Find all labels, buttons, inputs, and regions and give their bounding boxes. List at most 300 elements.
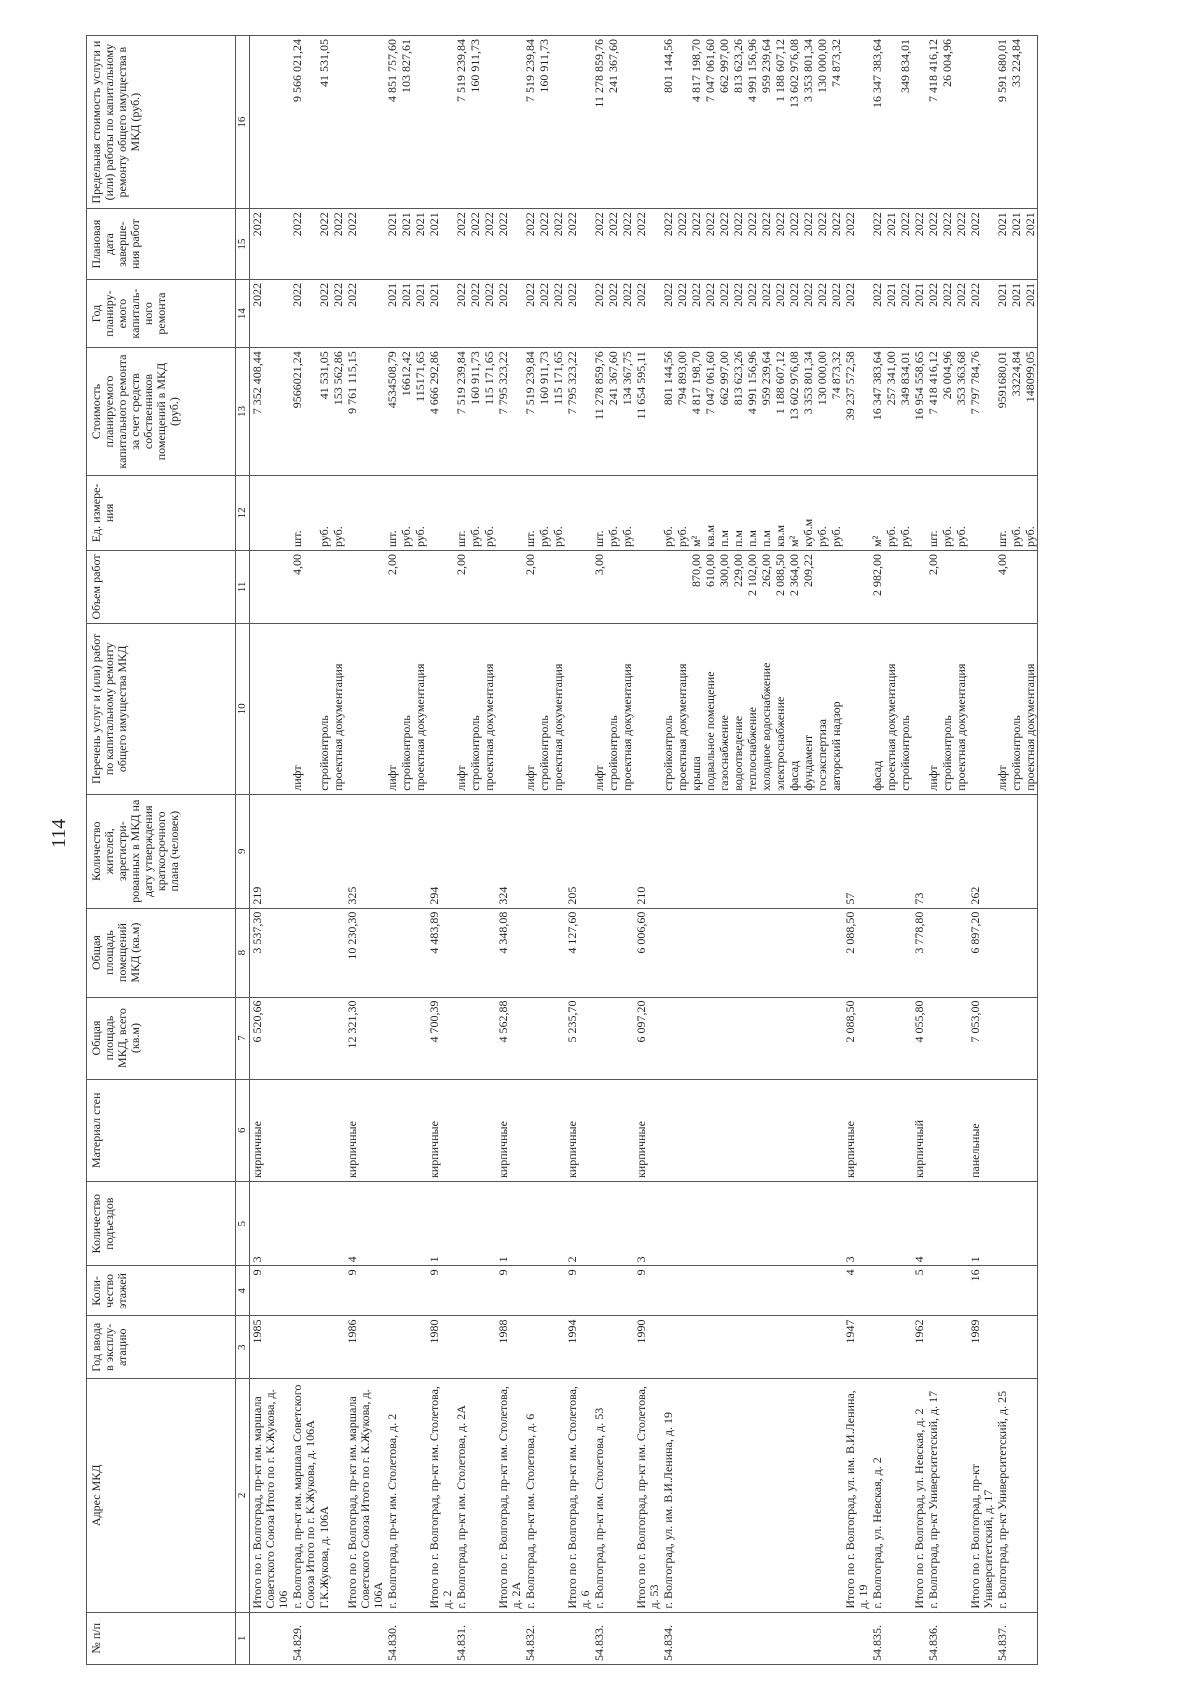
entrances-cell xyxy=(592,1182,606,1266)
address-cell xyxy=(787,1379,801,1613)
total-area-cell xyxy=(606,997,620,1079)
address-cell: Итого по г. Волгоград, ул. Невская, д. 2 xyxy=(912,1379,926,1613)
cost-cell: 7 519 239,84 xyxy=(523,348,537,476)
entrances-cell xyxy=(1009,1182,1023,1266)
work-volume-cell: 3,00 xyxy=(592,551,606,624)
completion-year-cell: 2022 xyxy=(898,209,912,280)
work-type-cell: фасад xyxy=(787,623,801,794)
work-type-cell: крыша xyxy=(689,623,703,794)
wall-material-cell xyxy=(689,1079,703,1182)
completion-year-cell: 2021 xyxy=(1009,209,1023,280)
row-index-cell xyxy=(968,1612,995,1664)
table-row xyxy=(634,36,661,1665)
max-cost-cell: 9 566 021,24 xyxy=(290,36,317,209)
table-row xyxy=(954,36,968,1665)
cost-cell: 801 144,56 xyxy=(661,348,675,476)
unit-cell: п.м xyxy=(745,475,759,550)
header-cell: Предельная стоимость услуги и (или) работы по капитальному ремонту общего имущества в МКД (руб.) xyxy=(87,36,236,209)
residents-cell xyxy=(773,794,787,908)
unit-cell: шт. xyxy=(290,475,317,550)
residents-cell xyxy=(331,794,345,908)
address-cell: Итого по г. Волгоград, пр-кт им. маршала Советского Союза Итого по г. К.Жукова, д. 106 xyxy=(250,1379,291,1613)
row-index-cell xyxy=(815,1612,829,1664)
premises-area-cell xyxy=(815,908,829,997)
column-number: 4 xyxy=(236,1266,250,1316)
header-cell: Плановая дата заверше-ния работ xyxy=(87,209,236,280)
repair-year-cell: 2022 xyxy=(843,279,870,347)
address-cell: Итого по г. Волгоград, пр-кт им. Столетова, д. 2 xyxy=(427,1379,454,1613)
unit-cell: руб. xyxy=(317,475,331,550)
completion-year-cell: 2021 xyxy=(413,209,427,280)
table-row xyxy=(551,36,565,1665)
unit-cell: куб.м xyxy=(801,475,815,550)
cost-cell: 39 237 572,58 xyxy=(843,348,870,476)
completion-year-cell: 2021 xyxy=(884,209,898,280)
wall-material-cell: кирпичные xyxy=(345,1079,385,1182)
cost-cell: 33224,84 xyxy=(1009,348,1023,476)
address-cell xyxy=(537,1379,551,1613)
work-type-cell: авторский надзор xyxy=(829,623,843,794)
address-cell xyxy=(815,1379,829,1613)
work-volume-cell xyxy=(317,551,331,624)
row-index-cell xyxy=(717,1612,731,1664)
max-cost-cell: 4 991 156,96 xyxy=(745,36,759,209)
completion-year-cell: 2022 xyxy=(745,209,759,280)
work-type-cell: проектная документация xyxy=(954,623,968,794)
row-index-cell xyxy=(912,1612,926,1664)
entrances-cell xyxy=(898,1182,912,1266)
max-cost-cell: 74 873,32 xyxy=(829,36,843,209)
table-row xyxy=(675,36,689,1665)
cost-cell: 7 795 323,22 xyxy=(496,348,523,476)
year-built-cell: 1994 xyxy=(565,1316,592,1379)
table-row xyxy=(468,36,482,1665)
year-built-cell: 1985 xyxy=(250,1316,291,1379)
repair-year-cell: 2022 xyxy=(454,279,468,347)
max-cost-cell: 130 000,00 xyxy=(815,36,829,209)
row-index-cell xyxy=(731,1612,745,1664)
year-built-cell xyxy=(787,1316,801,1379)
max-cost-cell xyxy=(565,36,592,209)
entrances-cell: 1 xyxy=(496,1182,523,1266)
year-built-cell xyxy=(815,1316,829,1379)
address-cell: Итого по г. Волгоград, пр-кт им. Столетова, д. 53 xyxy=(634,1379,661,1613)
work-volume-cell: 262,00 xyxy=(759,551,773,624)
work-volume-cell xyxy=(482,551,496,624)
row-index-cell xyxy=(468,1612,482,1664)
completion-year-cell: 2022 xyxy=(523,209,537,280)
total-area-cell xyxy=(940,997,954,1079)
wall-material-cell xyxy=(551,1079,565,1182)
floors-cell xyxy=(675,1266,689,1316)
work-type-cell: проектная документация xyxy=(675,623,689,794)
repair-year-cell: 2022 xyxy=(634,279,661,347)
max-cost-cell xyxy=(634,36,661,209)
max-cost-cell: 7 418 416,12 xyxy=(926,36,940,209)
premises-area-cell xyxy=(703,908,717,997)
entrances-cell xyxy=(290,1182,317,1266)
residents-cell: 262 xyxy=(968,794,995,908)
premises-area-cell: 6 897,20 xyxy=(968,908,995,997)
residents-cell xyxy=(482,794,496,908)
completion-year-cell: 2021 xyxy=(427,209,454,280)
premises-area-cell xyxy=(675,908,689,997)
work-type-cell xyxy=(968,623,995,794)
unit-cell xyxy=(843,475,870,550)
wall-material-cell xyxy=(954,1079,968,1182)
wall-material-cell xyxy=(870,1079,884,1182)
entrances-cell xyxy=(773,1182,787,1266)
work-volume-cell: 4,00 xyxy=(995,551,1009,624)
repair-year-cell: 2022 xyxy=(537,279,551,347)
floors-cell xyxy=(523,1266,537,1316)
year-built-cell xyxy=(331,1316,345,1379)
column-number: 7 xyxy=(236,997,250,1079)
completion-year-cell: 2022 xyxy=(703,209,717,280)
unit-cell xyxy=(496,475,523,550)
max-cost-cell: 7 519 239,84 xyxy=(454,36,468,209)
wall-material-cell: кирпичные xyxy=(496,1079,523,1182)
total-area-cell xyxy=(689,997,703,1079)
repair-year-cell: 2022 xyxy=(787,279,801,347)
residents-cell: 219 xyxy=(250,794,291,908)
unit-cell: руб. xyxy=(399,475,413,550)
wall-material-cell xyxy=(454,1079,468,1182)
year-built-cell xyxy=(898,1316,912,1379)
header-cell: Общая площадь МКД, всего (кв.м) xyxy=(87,997,236,1079)
row-index-cell xyxy=(801,1612,815,1664)
total-area-cell xyxy=(1023,997,1038,1079)
row-index-cell xyxy=(551,1612,565,1664)
cost-cell: 160 911,73 xyxy=(537,348,551,476)
table-row xyxy=(606,36,620,1665)
unit-cell: м² xyxy=(787,475,801,550)
unit-cell xyxy=(968,475,995,550)
residents-cell xyxy=(468,794,482,908)
work-type-cell: стройконтроль xyxy=(317,623,331,794)
total-area-cell xyxy=(898,997,912,1079)
completion-year-cell: 2022 xyxy=(661,209,675,280)
residents-cell xyxy=(689,794,703,908)
header-cell: № п/п xyxy=(87,1612,236,1664)
row-index-cell: 54.832. xyxy=(523,1612,537,1664)
header-cell: Общая площадь помещений МКД (кв.м) xyxy=(87,908,236,997)
work-volume-cell: 300,00 xyxy=(717,551,731,624)
unit-cell: руб. xyxy=(482,475,496,550)
floors-cell xyxy=(773,1266,787,1316)
floors-cell xyxy=(731,1266,745,1316)
repair-year-cell: 2022 xyxy=(829,279,843,347)
table-row xyxy=(829,36,843,1665)
address-cell xyxy=(898,1379,912,1613)
table-row xyxy=(843,36,870,1665)
unit-cell: кв.м xyxy=(773,475,787,550)
premises-area-cell: 3 537,30 xyxy=(250,908,291,997)
premises-area-cell: 2 088,50 xyxy=(843,908,870,997)
cost-cell: 7 352 408,44 xyxy=(250,348,291,476)
total-area-cell xyxy=(620,997,634,1079)
total-area-cell xyxy=(759,997,773,1079)
row-index-cell: 54.834. xyxy=(661,1612,675,1664)
completion-year-cell: 2022 xyxy=(620,209,634,280)
column-number: 9 xyxy=(236,794,250,908)
row-index-cell xyxy=(787,1612,801,1664)
unit-cell xyxy=(345,475,385,550)
work-type-cell xyxy=(427,623,454,794)
year-built-cell xyxy=(399,1316,413,1379)
completion-year-cell: 2022 xyxy=(731,209,745,280)
cost-cell: 257 341,00 xyxy=(884,348,898,476)
wall-material-cell xyxy=(801,1079,815,1182)
repair-year-cell: 2022 xyxy=(759,279,773,347)
row-index-cell xyxy=(884,1612,898,1664)
max-cost-cell xyxy=(1023,36,1038,209)
column-number: 15 xyxy=(236,209,250,280)
work-volume-cell: 870,00 xyxy=(689,551,703,624)
year-built-cell xyxy=(884,1316,898,1379)
row-index-cell xyxy=(898,1612,912,1664)
work-type-cell xyxy=(634,623,661,794)
work-type-cell: фасад xyxy=(870,623,884,794)
premises-area-cell xyxy=(829,908,843,997)
max-cost-cell xyxy=(250,36,291,209)
table-row xyxy=(801,36,815,1665)
table-row xyxy=(413,36,427,1665)
table-row xyxy=(523,36,537,1665)
floors-cell xyxy=(870,1266,884,1316)
max-cost-cell xyxy=(345,36,385,209)
floors-cell xyxy=(759,1266,773,1316)
work-volume-cell xyxy=(427,551,454,624)
max-cost-cell xyxy=(912,36,926,209)
work-volume-cell xyxy=(345,551,385,624)
unit-cell: руб. xyxy=(537,475,551,550)
address-cell: Итого по г. Волгоград, ул. им. В.И.Ленина, д. 19 xyxy=(843,1379,870,1613)
header-cell: Год ввода в эксплу-атацию xyxy=(87,1316,236,1379)
total-area-cell xyxy=(675,997,689,1079)
unit-cell: п.м xyxy=(717,475,731,550)
floors-cell xyxy=(1023,1266,1038,1316)
max-cost-cell xyxy=(331,36,345,209)
max-cost-cell xyxy=(884,36,898,209)
residents-cell xyxy=(413,794,427,908)
table-row xyxy=(661,36,675,1665)
max-cost-cell: 160 911,73 xyxy=(468,36,482,209)
repair-year-cell: 2022 xyxy=(317,279,331,347)
year-built-cell xyxy=(620,1316,634,1379)
row-index-cell xyxy=(1009,1612,1023,1664)
completion-year-cell: 2022 xyxy=(454,209,468,280)
floors-cell: 9 xyxy=(496,1266,523,1316)
repair-year-cell: 2022 xyxy=(773,279,787,347)
table-row xyxy=(940,36,954,1665)
repair-year-cell: 2022 xyxy=(703,279,717,347)
table-row xyxy=(385,36,399,1665)
repair-year-cell: 2022 xyxy=(731,279,745,347)
completion-year-cell: 2022 xyxy=(675,209,689,280)
unit-cell: руб. xyxy=(551,475,565,550)
unit-cell: руб. xyxy=(675,475,689,550)
residents-cell xyxy=(954,794,968,908)
address-cell xyxy=(620,1379,634,1613)
entrances-cell xyxy=(829,1182,843,1266)
entrances-cell xyxy=(523,1182,537,1266)
work-type-cell: теплоснабжение xyxy=(745,623,759,794)
year-built-cell: 1962 xyxy=(912,1316,926,1379)
premises-area-cell: 4 483,89 xyxy=(427,908,454,997)
work-type-cell: лифт xyxy=(454,623,468,794)
year-built-cell xyxy=(468,1316,482,1379)
column-number: 13 xyxy=(236,348,250,476)
residents-cell xyxy=(661,794,675,908)
total-area-cell: 6 520,66 xyxy=(250,997,291,1079)
work-volume-cell xyxy=(898,551,912,624)
max-cost-cell: 4 851 757,60 xyxy=(385,36,399,209)
total-area-cell: 6 097,20 xyxy=(634,997,661,1079)
total-area-cell xyxy=(815,997,829,1079)
address-cell xyxy=(703,1379,717,1613)
year-built-cell xyxy=(523,1316,537,1379)
premises-area-cell: 4 348,08 xyxy=(496,908,523,997)
unit-cell: руб. xyxy=(468,475,482,550)
floors-cell xyxy=(940,1266,954,1316)
entrances-cell xyxy=(468,1182,482,1266)
entrances-cell xyxy=(759,1182,773,1266)
completion-year-cell: 2022 xyxy=(551,209,565,280)
premises-area-cell xyxy=(606,908,620,997)
max-cost-cell: 160 911,73 xyxy=(537,36,551,209)
residents-cell xyxy=(898,794,912,908)
floors-cell xyxy=(606,1266,620,1316)
table-row xyxy=(496,36,523,1665)
max-cost-cell xyxy=(968,36,995,209)
total-area-cell xyxy=(954,997,968,1079)
cost-cell: 7 519 239,84 xyxy=(454,348,468,476)
max-cost-cell: 241 367,60 xyxy=(606,36,620,209)
floors-cell xyxy=(413,1266,427,1316)
column-number: 1 xyxy=(236,1612,250,1664)
floors-cell xyxy=(454,1266,468,1316)
floors-cell xyxy=(399,1266,413,1316)
floors-cell xyxy=(290,1266,317,1316)
residents-cell xyxy=(703,794,717,908)
residents-cell xyxy=(399,794,413,908)
header-row xyxy=(87,36,236,1665)
max-cost-cell: 7 519 239,84 xyxy=(523,36,537,209)
row-index-cell xyxy=(331,1612,345,1664)
wall-material-cell xyxy=(592,1079,606,1182)
work-type-cell: стройконтроль xyxy=(537,623,551,794)
entrances-cell xyxy=(661,1182,675,1266)
column-number: 11 xyxy=(236,551,250,624)
wall-material-cell xyxy=(606,1079,620,1182)
floors-cell xyxy=(1009,1266,1023,1316)
row-index-cell xyxy=(250,1612,291,1664)
cost-cell: 3 353 801,34 xyxy=(801,348,815,476)
total-area-cell xyxy=(801,997,815,1079)
rotated-table-container xyxy=(86,35,1146,1665)
cost-cell: 16 954 558,65 xyxy=(912,348,926,476)
entrances-cell: 3 xyxy=(250,1182,291,1266)
wall-material-cell xyxy=(940,1079,954,1182)
header-cell: Ед. измере-ния xyxy=(87,475,236,550)
repair-year-cell: 2021 xyxy=(995,279,1009,347)
repair-year-cell: 2021 xyxy=(1009,279,1023,347)
header-cell: Количество жителей, зарегистри-рованных в МКД на дату утверждения краткосрочного плана (человек) xyxy=(87,794,236,908)
table-row xyxy=(731,36,745,1665)
completion-year-cell: 2022 xyxy=(870,209,884,280)
unit-cell: руб. xyxy=(620,475,634,550)
unit-cell: руб. xyxy=(815,475,829,550)
cost-cell: 241 367,60 xyxy=(606,348,620,476)
row-index-cell xyxy=(703,1612,717,1664)
unit-cell: руб. xyxy=(940,475,954,550)
cost-cell: 148099,05 xyxy=(1023,348,1038,476)
work-volume-cell xyxy=(884,551,898,624)
year-built-cell xyxy=(290,1316,317,1379)
total-area-cell xyxy=(399,997,413,1079)
floors-cell xyxy=(995,1266,1009,1316)
total-area-cell xyxy=(884,997,898,1079)
row-index-cell xyxy=(1023,1612,1038,1664)
year-built-cell xyxy=(537,1316,551,1379)
table-row xyxy=(995,36,1009,1665)
residents-cell xyxy=(717,794,731,908)
year-built-cell xyxy=(385,1316,399,1379)
row-index-cell xyxy=(317,1612,331,1664)
completion-year-cell: 2022 xyxy=(968,209,995,280)
max-cost-cell: 103 827,61 xyxy=(399,36,413,209)
work-volume-cell xyxy=(565,551,592,624)
repair-year-cell: 2022 xyxy=(661,279,675,347)
max-cost-cell xyxy=(675,36,689,209)
address-cell: г. Волгоград, пр-кт им. Столетова, д. 2А xyxy=(454,1379,468,1613)
residents-cell xyxy=(385,794,399,908)
year-built-cell xyxy=(317,1316,331,1379)
repair-year-cell: 2022 xyxy=(815,279,829,347)
unit-cell: шт. xyxy=(523,475,537,550)
cost-cell: 1 188 607,12 xyxy=(773,348,787,476)
entrances-cell: 2 xyxy=(565,1182,592,1266)
max-cost-cell xyxy=(482,36,496,209)
unit-cell: п.м xyxy=(759,475,773,550)
total-area-cell xyxy=(331,997,345,1079)
repair-year-cell: 2022 xyxy=(482,279,496,347)
entrances-cell xyxy=(606,1182,620,1266)
work-volume-cell: 2,00 xyxy=(385,551,399,624)
address-cell xyxy=(884,1379,898,1613)
wall-material-cell: кирпичный xyxy=(912,1079,926,1182)
floors-cell xyxy=(954,1266,968,1316)
wall-material-cell xyxy=(829,1079,843,1182)
header-cell: Год планиру-емого капиталь-ного ремонта xyxy=(87,279,236,347)
residents-cell xyxy=(454,794,468,908)
repair-year-cell: 2022 xyxy=(689,279,703,347)
year-built-cell xyxy=(745,1316,759,1379)
year-built-cell xyxy=(413,1316,427,1379)
premises-area-cell xyxy=(331,908,345,997)
total-area-cell xyxy=(926,997,940,1079)
cost-cell: 16 347 383,64 xyxy=(870,348,884,476)
entrances-cell xyxy=(675,1182,689,1266)
total-area-cell xyxy=(870,997,884,1079)
floors-cell xyxy=(717,1266,731,1316)
floors-cell xyxy=(537,1266,551,1316)
page-number: 114 xyxy=(48,818,70,848)
max-cost-cell: 662 997,00 xyxy=(717,36,731,209)
work-type-cell: подвальное помещение xyxy=(703,623,717,794)
completion-year-cell: 2022 xyxy=(773,209,787,280)
